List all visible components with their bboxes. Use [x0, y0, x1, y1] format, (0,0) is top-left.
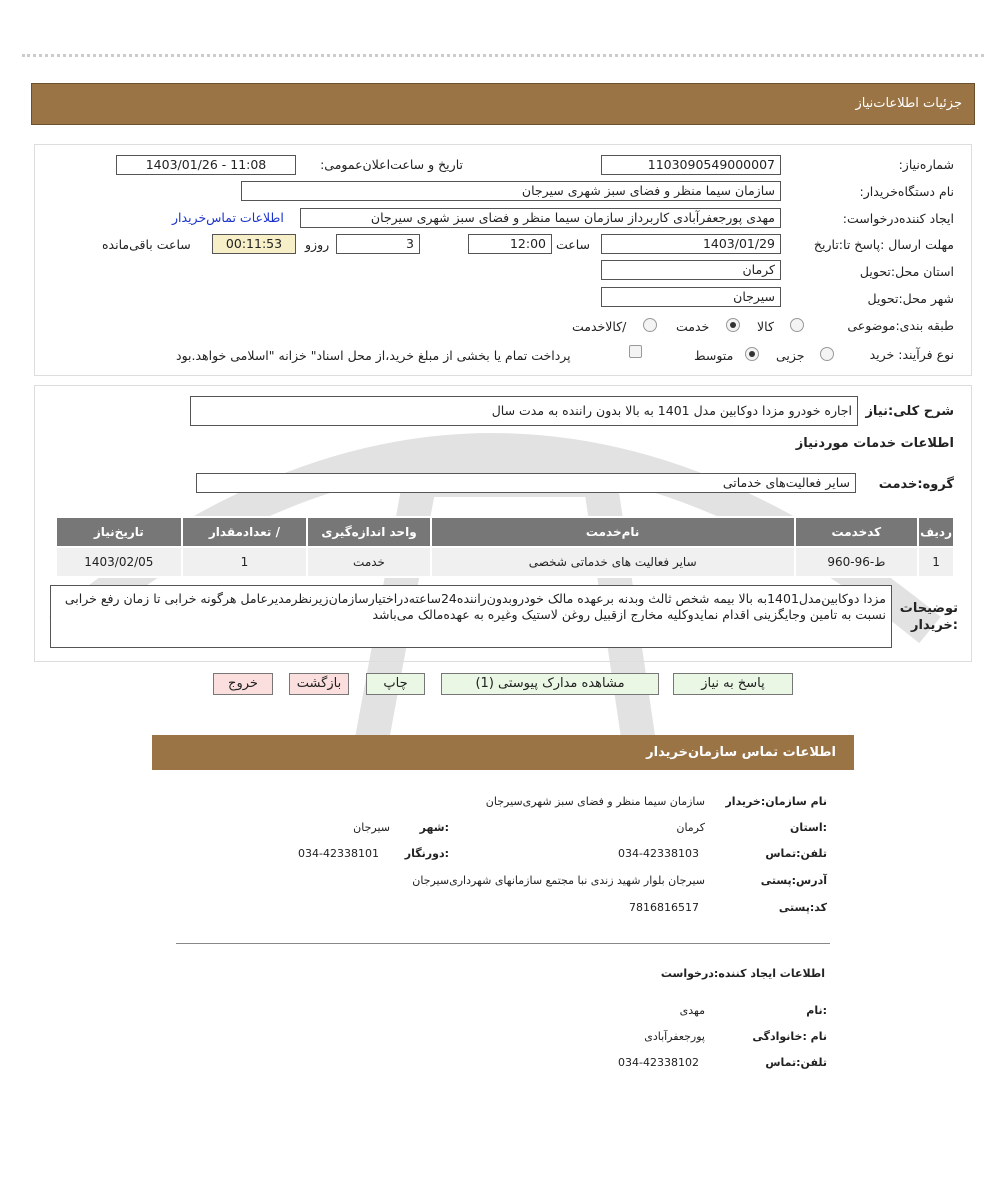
col-service-name: نام‌خدمت	[431, 517, 795, 547]
contact-divider	[176, 943, 830, 944]
payment-note: پرداخت تمام یا بخشی از مبلغ خرید،از محل اسناد" خزانه "اسلامی خواهد.بود	[176, 348, 571, 363]
cell-need-date: 1403/02/05	[56, 547, 182, 577]
col-need-date: تاریخ‌نیاز	[56, 517, 182, 547]
print-button[interactable]: چاپ	[366, 673, 425, 695]
need-number-field: 1103090549000007	[601, 155, 781, 175]
contact-city-value: سیرجان	[353, 821, 390, 834]
cell-unit: خدمت	[307, 547, 431, 577]
city-field: سیرجان	[601, 287, 781, 307]
contact-address-label: آدرس:پستی	[760, 874, 827, 887]
col-quantity: / تعدادمقدار	[182, 517, 308, 547]
cell-quantity: 1	[182, 547, 308, 577]
table-header-row	[56, 517, 954, 547]
group-field: سایر فعالیت‌های خدماتی	[196, 473, 856, 493]
need-info-panel	[34, 144, 972, 376]
time-label: ساعت	[556, 237, 591, 252]
buyer-label: نام دستگاه‌خریدار:	[859, 184, 954, 199]
remaining-time-field: 00:11:53	[212, 234, 296, 254]
category-radio-both[interactable]	[643, 318, 657, 332]
category-radio-service[interactable]	[726, 318, 740, 332]
cell-row-number: 1	[918, 547, 954, 577]
contact-postal-label: کد:پستی	[778, 901, 827, 914]
contact-fax-label: :دورنگار	[404, 847, 449, 860]
back-button[interactable]: بازگشت	[289, 673, 349, 695]
process-label: نوع فرآیند: خرید	[869, 347, 954, 362]
category-option-both: /کالاخدمت	[572, 319, 627, 334]
contact-province-value: کرمان	[676, 821, 705, 834]
top-divider	[22, 54, 984, 57]
contact-phone-label: تلفن:تماس	[765, 847, 827, 860]
creator-name-label: :نام	[806, 1004, 827, 1017]
contact-fax-value: 034-42338101	[298, 847, 379, 860]
cell-service-code: ط-96-960	[795, 547, 919, 577]
province-label: استان محل:تحویل	[859, 264, 954, 279]
creator-phone-value: 034-42338102	[618, 1056, 699, 1069]
remaining-label: ساعت باقی‌مانده	[102, 237, 191, 252]
category-radio-goods[interactable]	[790, 318, 804, 332]
process-option-medium: متوسط	[694, 348, 734, 363]
need-number-label: شماره‌نیاز:	[898, 157, 954, 172]
col-row-number: ردیف	[918, 517, 954, 547]
province-field: کرمان	[601, 260, 781, 280]
services-table	[55, 516, 955, 578]
days-field: 3	[336, 234, 420, 254]
contact-phone-value: 034-42338103	[618, 847, 699, 860]
attachments-button[interactable]: مشاهده مدارک پیوستی (1)	[441, 673, 659, 695]
contact-header	[152, 735, 854, 770]
announce-label: تاریخ و ساعت‌اعلان‌عمومی:	[320, 157, 463, 172]
buyer-field: سازمان سیما منظر و فضای سبز شهری سیرجان	[241, 181, 781, 201]
col-service-code: کدخدمت	[795, 517, 919, 547]
buyer-notes-field: مزدا دوکابین‌مدل1401به بالا بیمه شخص ثالث وبدنه برعهده مالک خودروبدون‌راننده24ساعته‌دراختیارسازمان‌زیرنظرمدیرعامل هرگونه خرابی تا زمان رفع خرابی نسبت به تامین وجایگزینی اقدام نمایدوکلیه مخارج ازقبیل روغن لاستیک وغیره به عهده‌مالک می‌باشد	[50, 585, 892, 648]
category-option-service: خدمت	[676, 319, 710, 334]
process-radio-minor[interactable]	[820, 347, 834, 361]
contact-address-value: سیرجان بلوار شهید زندی نبا مجتمع سازمانهای شهرداری‌سیرجان	[412, 874, 705, 887]
page-title: جزئیات اطلاعات‌نیاز	[855, 96, 962, 111]
process-radio-medium[interactable]	[745, 347, 759, 361]
buyer-notes-label: توضیحات :خریدار	[899, 601, 958, 633]
table-row	[56, 547, 954, 577]
contact-title: اطلاعات تماس سازمان‌خریدار	[646, 745, 836, 760]
page-header	[31, 83, 975, 125]
deadline-date-field: 1403/01/29	[601, 234, 781, 254]
contact-buyer-link[interactable]: اطلاعات تماس‌خریدار	[172, 210, 284, 225]
deadline-time-field: 12:00	[468, 234, 552, 254]
summary-field: اجاره خودرو مزدا دوکابین مدل 1401 به بالا بدون راننده به مدت سال	[190, 396, 858, 426]
exit-button[interactable]: خروج	[213, 673, 273, 695]
announce-field: 1403/01/26 - 11:08	[116, 155, 296, 175]
contact-province-label: :استان	[790, 821, 827, 834]
creator-name-value: مهدی	[679, 1004, 705, 1017]
creator-family-value: پورجعفرآبادی	[644, 1030, 705, 1043]
col-unit: واحد اندازه‌گیری	[307, 517, 431, 547]
services-title: اطلاعات خدمات موردنیاز	[795, 436, 954, 451]
summary-label: شرح کلی:نیاز	[865, 404, 954, 419]
creator-field: مهدی پورجعفرآبادی کاربرداز سازمان سیما منظر و فضای سبز شهری سیرجان	[300, 208, 781, 228]
payment-checkbox[interactable]	[629, 345, 642, 358]
creator-family-label: نام :خانوادگی	[752, 1030, 827, 1043]
creator-label: ایجاد کننده‌درخواست:	[842, 211, 954, 226]
deadline-label: مهلت ارسال :پاسخ تا:تاریخ	[813, 237, 954, 252]
cell-service-name: سایر فعالیت های خدماتی شخصی	[431, 547, 795, 577]
contact-city-label: :شهر	[419, 821, 449, 834]
category-option-goods: کالا	[757, 319, 774, 334]
creator-phone-label: تلفن:تماس	[765, 1056, 827, 1069]
contact-org-label: نام سازمان:خریدار	[725, 795, 827, 808]
contact-org-value: سازمان سیما منظر و فضای سبز شهری‌سیرجان	[485, 795, 705, 808]
contact-postal-value: 7816816517	[629, 901, 699, 914]
creator-info-title: اطلاعات ایجاد کننده:درخواست	[660, 967, 825, 980]
process-option-minor: جزیی	[776, 348, 805, 363]
city-label: شهر محل:تحویل	[867, 291, 954, 306]
days-label: روزو	[305, 237, 330, 252]
reply-button[interactable]: پاسخ به نیاز	[673, 673, 793, 695]
category-label: طبقه بندی:موضوعی	[847, 318, 954, 333]
group-label: گروه:خدمت	[878, 477, 954, 492]
